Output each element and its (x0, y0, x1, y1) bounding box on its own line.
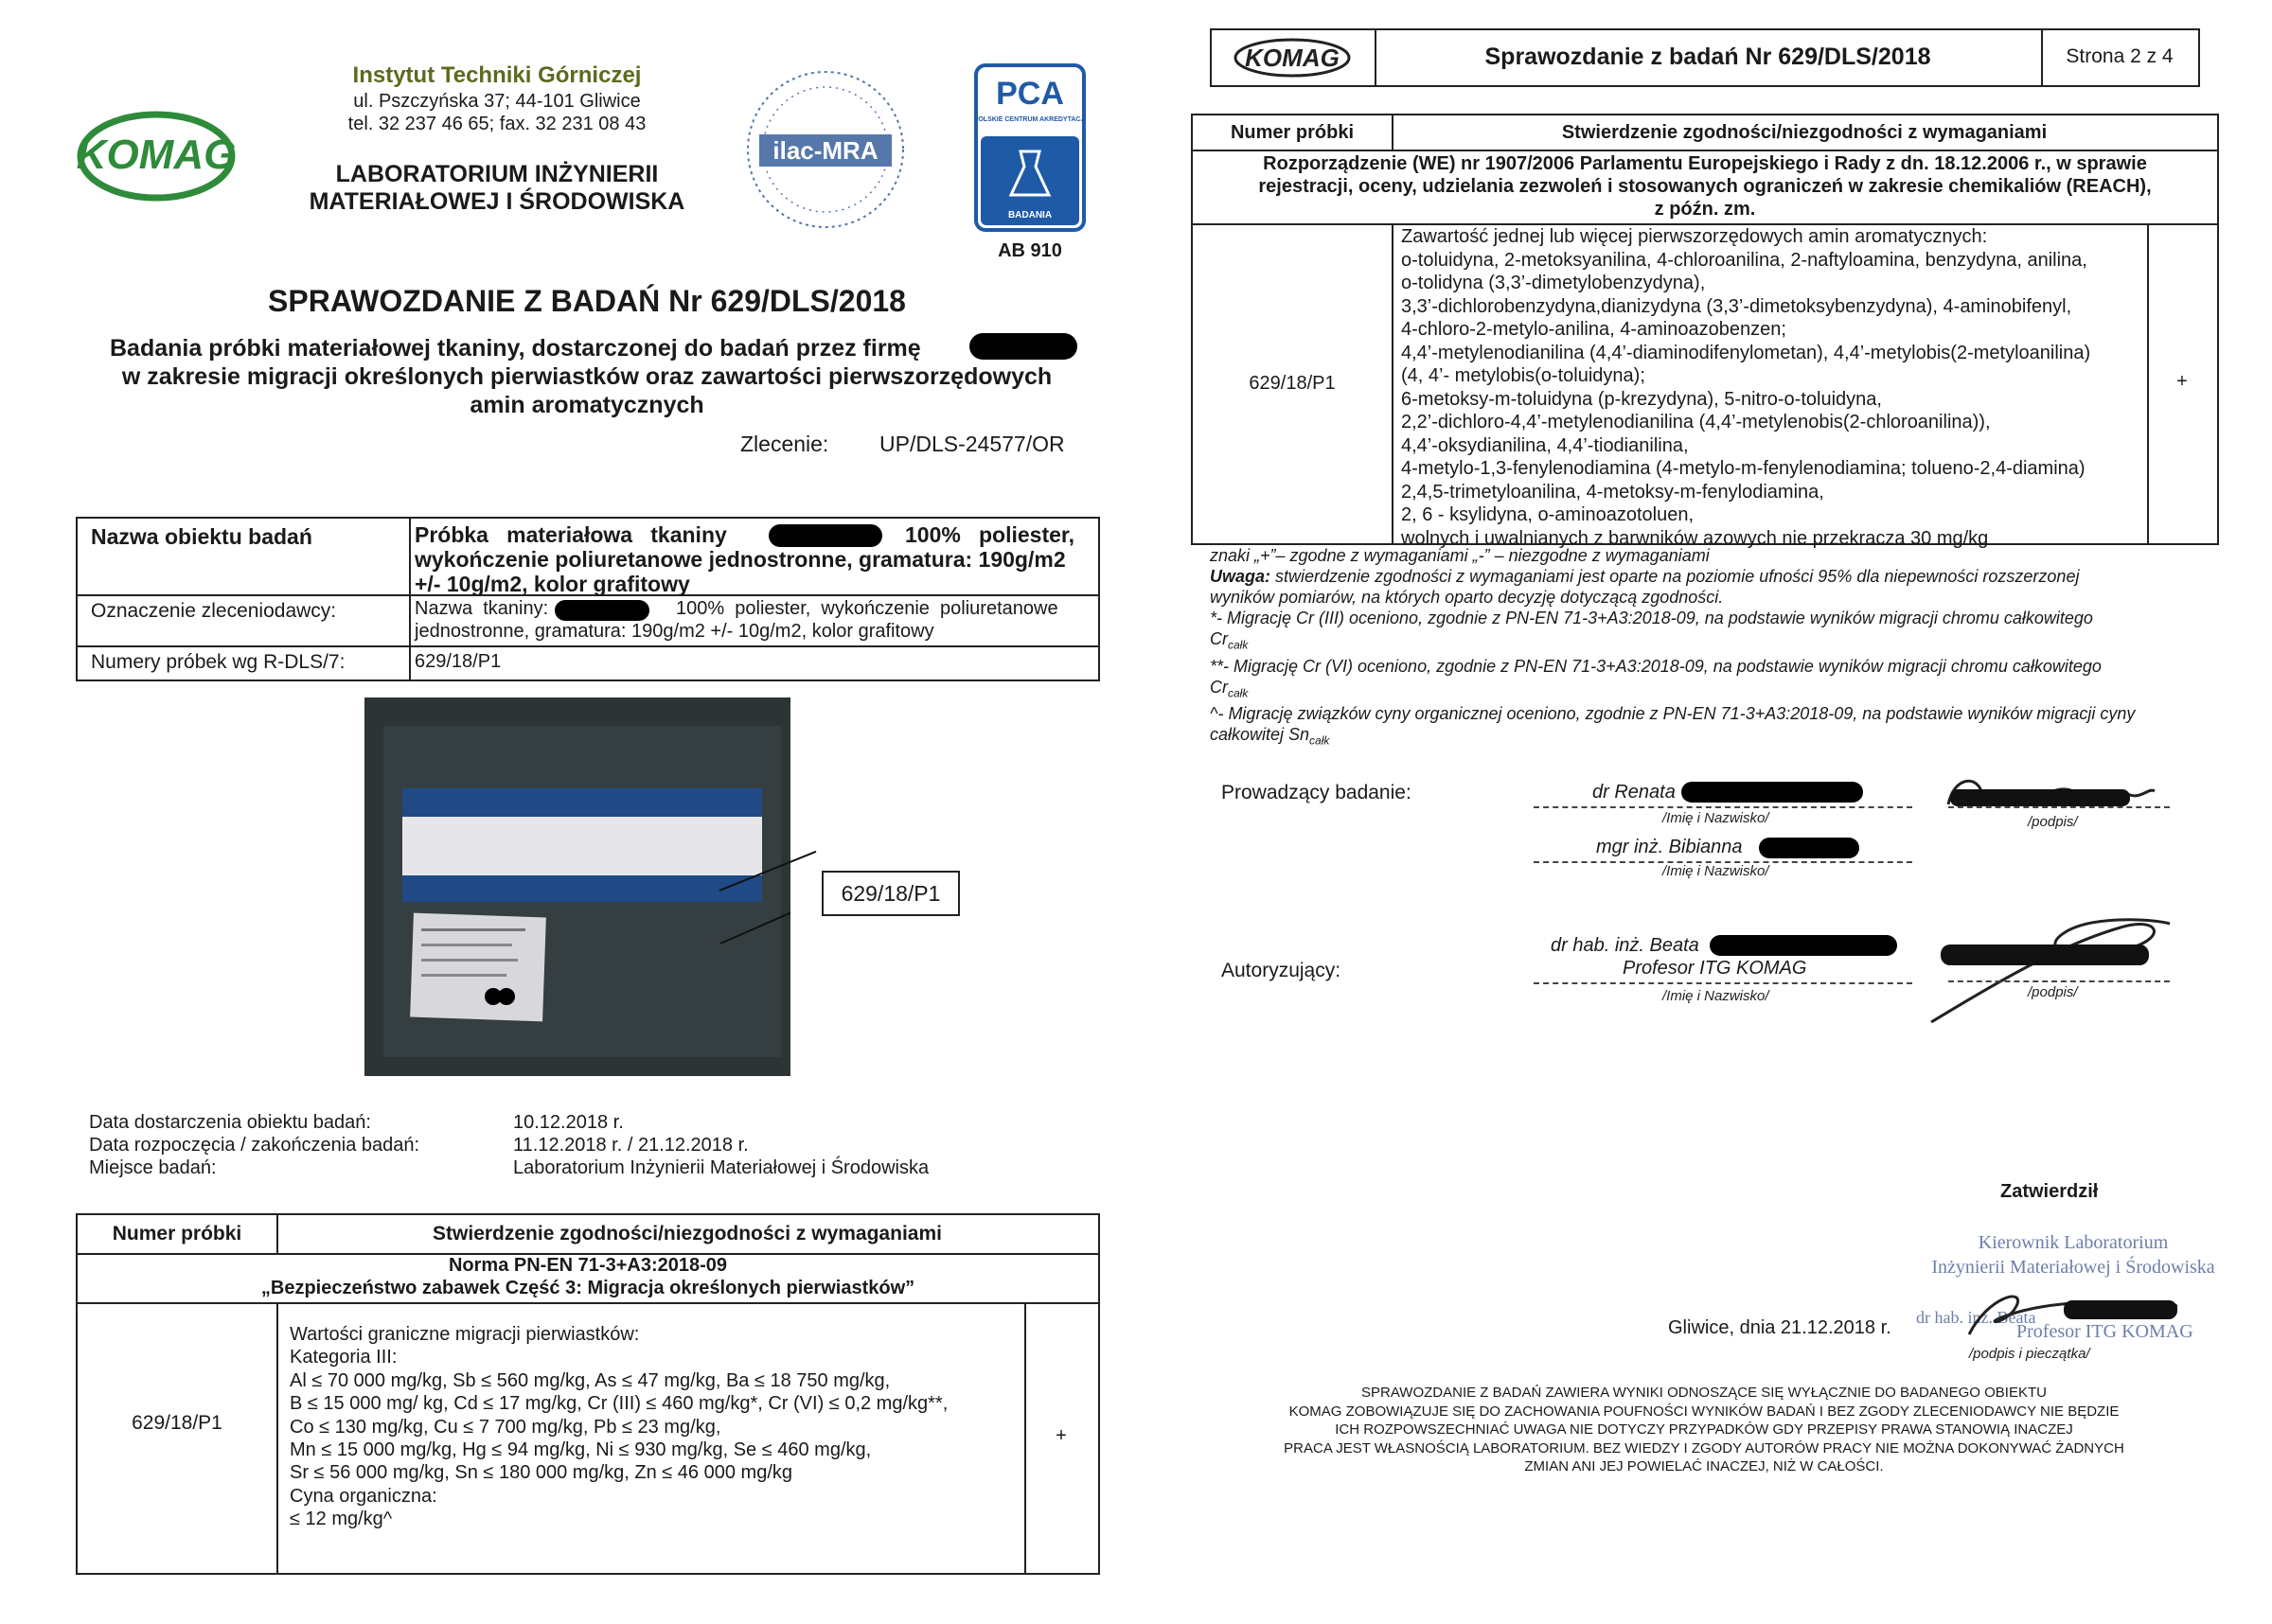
sample-numbers-label: Numery próbek wg R-DLS/7: (91, 651, 346, 673)
test-object-table (76, 517, 1100, 681)
note-cr6: **- Migrację Cr (VI) oceniono, zgodnie z PN-EN 71-3+A3:2018-09, na podstawie wyników migracji chromu całkowitego (1210, 656, 2102, 676)
client-designation-value-a: Nazwa tkaniny: (415, 598, 549, 619)
regulation-line2: rejestracji, oceny, udzielania zezwoleń i stosowanych ograniczeń w zakresie chemikaliów (REACH), (1258, 176, 2152, 197)
accreditation-number: AB 910 (998, 240, 1062, 261)
test-period-label: Data rozpoczęcia / zakończenia badań: (89, 1135, 420, 1156)
amine-line: 3,3’-dichlorobenzydyna,dianizydyna (3,3’-dimetoksybenzydyna), 4-aminobifenyl, (1401, 295, 2072, 317)
komag-header-logo (1231, 36, 1354, 79)
page-header-box (1210, 28, 2200, 87)
komag-header-logo-text: KOMAG (1245, 44, 1340, 72)
disclaimer-line: ICH ROZPOWSZECHNIAĆ UWAGA NIE DOTYCZY PRZYPADKÓW GDY PRZEPISY PRAWA STANOWIĄ INACZEJ (1335, 1421, 2073, 1438)
amine-line: Zawartość jednej lub więcej pierwszorzędowych amin aromatycznych: (1401, 226, 1988, 247)
uwaga-text-1: stwierdzenie zgodności z wymaganiami jest oparte na poziomie ufności 95% dla niepewności rozszerzonej (1270, 567, 2080, 586)
client-designation-value-b: 100% poliester, wykończenie poliuretanowe (676, 598, 1058, 619)
institute-phone: tel. 32 237 46 65; fax. 32 231 08 43 (347, 114, 647, 134)
redacted-person-1-surname (1681, 782, 1863, 803)
signature-caption-2: /podpis/ (2028, 984, 2078, 1000)
limits-line: Mn ≤ 15 000 mg/kg, Hg ≤ 94 mg/kg, Ni ≤ 930 mg/kg, Se ≤ 460 mg/kg, (290, 1439, 872, 1461)
signature-line-1 (1948, 806, 2170, 808)
limits-line: Cyna organiczna: (290, 1485, 437, 1507)
norm-subtitle: „Bezpieczeństwo zabawek Część 3: Migracja określonych pierwiastków” (260, 1278, 915, 1298)
report-title: SPRAWOZDANIE Z BADAŃ Nr 629/DLS/2018 (268, 284, 906, 318)
name-line-1 (1534, 806, 1912, 808)
limits-line: Wartości graniczne migracji pierwiastków: (290, 1324, 640, 1345)
limits-text (290, 1323, 1019, 1531)
redacted-fabric-name (769, 524, 882, 547)
reach-col-header-compliance: Stwierdzenie zgodności/niezgodności z wymaganiami (1561, 122, 2048, 143)
sample-number-cell: 629/18/P1 (132, 1412, 222, 1434)
client-designation-label: Oznaczenie zleceniodawcy: (91, 600, 337, 622)
limits-line: B ≤ 15 000 mg/ kg, Cd ≤ 17 mg/kg, Cr (III) ≤ 460 mg/kg*, Cr (VI) ≤ 0,2 mg/kg**, (290, 1393, 949, 1415)
disclaimer-line: KOMAG ZOBOWIĄZUJE SIĘ DO ZACHOWANIA POUFNOŚCI WYNIKÓW BADAŃ I BEZ ZGODY ZLECENIODAWCY NIE BĘDZIE (1288, 1403, 2120, 1420)
note-organotin: ^- Migrację związków cyny organicznej oceniono, zgodnie z PN-EN 71-3+A3:2018-09, na podstawie wyników migracji cyny (1210, 704, 2136, 724)
redacted-company-name (969, 333, 1077, 360)
pca-logo (973, 62, 1087, 233)
redacted-person-3-surname (1710, 935, 1897, 956)
lab-name-line2: MATERIAŁOWEJ I ŚRODOWISKA (309, 188, 685, 215)
conducting-person-1: dr Renata (1592, 782, 1676, 803)
amine-line: 2, 6 - ksylidyna, o-aminoazotoluen, (1401, 504, 1695, 525)
authorizing-person-title: Profesor ITG KOMAG (1623, 958, 1807, 979)
pca-subtitle: POLSKIE CENTRUM AKREDYTACJI (973, 116, 1087, 123)
ilac-mra-logo (740, 64, 911, 235)
page-number: Strona 2 z 4 (2066, 45, 2174, 67)
note-cr3: *- Migrację Cr (III) oceniono, zgodnie z PN-EN 71-3+A3:2018-09, na podstawie wyników migracji chromu całkowitego (1210, 609, 2093, 627)
disclaimer-line: ZMIAN ANI JEJ POWIELAĆ INACZEJ, NIŻ W CAŁOŚCI. (1524, 1458, 1884, 1474)
pca-badania: BADANIA (1007, 210, 1053, 221)
regulation-line1: Rozporządzenie (WE) nr 1907/2006 Parlamentu Europejskiego i Rady z dn. 18.12.2006 r., w sprawie (1263, 153, 2147, 174)
note-organotin-subscript: całk (1309, 733, 1330, 748)
uwaga-text-2: wyników pomiarów, na których oparto decyzję dotyczącą zgodności. (1210, 588, 1724, 607)
amine-line: 4-chloro-2-metylo-anilina, 4-aminoazobenzen; (1401, 319, 1786, 340)
col-header-compliance: Stwierdzenie zgodności/niezgodności z wymaganiami (433, 1223, 942, 1244)
note-cr3-subscript: całk (1228, 638, 1249, 652)
report-subtitle-line1: Badania próbki materiałowej tkaniny, dostarczonej do badań przez firmę (110, 335, 921, 362)
amine-line: 6-metoksy-m-toluidyna (p-krezydyna), 5-nitro-o-toluidyna, (1401, 388, 1882, 410)
signature-3 (1950, 1268, 2196, 1353)
limits-line: ≤ 12 mg/kg^ (290, 1509, 393, 1530)
order-number: UP/DLS-24577/OR (879, 432, 1065, 456)
stamp-line-2: Inżynierii Materiałowej i Środowiska (1931, 1257, 2215, 1278)
client-designation-value-line2: jednostronne, gramatura: 190g/m2 +/- 10g/m2, kolor grafitowy (415, 621, 934, 642)
amine-line: (4, 4’- metylobis(o-toluidyna); (1401, 365, 1645, 386)
order-label: Zlecenie: (740, 432, 829, 456)
page-header-title: Sprawozdanie z badań Nr 629/DLS/2018 (1484, 44, 1931, 70)
stamp-caption: /podpis i pieczątka/ (1969, 1346, 2090, 1362)
amine-line: 4,4’-metylenodianilina (4,4’-diaminodifenylometan), 4,4’-metylobis(2-metyloanilina) (1401, 342, 2091, 363)
amine-line: wolnych i uwalnianych z barwników azowych nie przekracza 30 mg/kg (1401, 527, 1989, 549)
disclaimer (1202, 1384, 2206, 1476)
redacted-person-2-surname (1759, 838, 1859, 858)
note-organotin-symbol: całkowitej Sn (1210, 725, 1310, 745)
delivery-date-value: 10.12.2018 r. (513, 1112, 624, 1133)
stamp-line-3: dr hab. inż. Beata (1916, 1308, 2036, 1327)
institute-name: Instytut Techniki Górniczej (352, 62, 642, 88)
results-table-reach (1191, 114, 2219, 549)
limits-line: Kategoria III: (290, 1347, 398, 1368)
disclaimer-line: PRACA JEST WŁASNOŚCIĄ LABORATORIUM. BEZ WIEDZY I ZGODY AUTORÓW PRACY NIE MOŻNA DOKONYWAĆ ŻADNYCH (1284, 1439, 2124, 1456)
ilac-mra-text: ilac-MRA (772, 136, 879, 165)
note-cr6-symbol: Cr (1210, 677, 1228, 697)
pca-text: PCA (996, 76, 1064, 112)
reach-result: + (2176, 371, 2188, 392)
regulation-line3: z późn. zm. (1654, 199, 1756, 220)
signature-caption-1: /podpis/ (2028, 814, 2078, 830)
report-subtitle-line3: amin aromatycznych (470, 392, 704, 418)
sample-numbers-value: 629/18/P1 (415, 651, 502, 672)
conducting-person-2: mgr inż. Bibianna (1596, 837, 1743, 857)
amine-line: o-toluidyna, 2-metoksyanilina, 4-chloroanilina, 2-naftyloamina, benzydyna, anilina, (1401, 249, 2087, 271)
stamp-line-1: Kierownik Laboratorium (1978, 1232, 2169, 1253)
object-name-value-b: 100% poliester, (905, 522, 1074, 547)
limits-line: Sr ≤ 56 000 mg/kg, Sn ≤ 180 000 mg/kg, Zn ≤ 46 000 mg/kg (290, 1462, 792, 1484)
note-cr6-subscript: całk (1228, 686, 1249, 700)
limits-line: Al ≤ 70 000 mg/kg, Sb ≤ 560 mg/kg, As ≤ 47 mg/kg, Ba ≤ 18 750 mg/kg, (290, 1369, 891, 1391)
limits-line: Co ≤ 130 mg/kg, Cu ≤ 7 700 mg/kg, Pb ≤ 23 mg/kg, (290, 1416, 721, 1438)
test-place-label: Miejsce badań: (89, 1157, 217, 1178)
institute-address: ul. Pszczyńska 37; 44-101 Gliwice (353, 91, 641, 112)
redacted-fabric-name-2 (555, 600, 649, 621)
conducting-label: Prowadzący badanie: (1221, 782, 1411, 803)
signs-legend: znaki „+”– zgodne z wymaganiami „-” – niezgodne z wymaganiami (1210, 546, 1710, 565)
test-period-value: 11.12.2018 r. / 21.12.2018 r. (513, 1135, 749, 1156)
report-subtitle-line2: w zakresie migracji określonych pierwiastków oraz zawartości pierwszorzędowych (121, 363, 1053, 390)
delivery-date-label: Data dostarczenia obiektu badań: (89, 1112, 371, 1133)
result-cell: + (1056, 1425, 1067, 1446)
authorizing-label: Autoryzujący: (1221, 960, 1341, 981)
signature-2 (1922, 890, 2177, 1032)
amine-line: 4-metylo-1,3-fenylenodiamina (4-metylo-m-fenylenodiamina; tolueno-2,4-diamina) (1401, 458, 2086, 479)
place-and-date: Gliwice, dnia 21.12.2018 r. (1668, 1317, 1891, 1338)
reach-col-header-sample: Numer próbki (1230, 122, 1355, 143)
komag-logo-text: KOMAG (76, 132, 237, 178)
komag-logo (76, 109, 237, 203)
object-name-label: Nazwa obiektu badań (91, 524, 312, 549)
norm-title: Norma PN-EN 71-3+A3:2018-09 (448, 1255, 728, 1276)
lab-name-line1: LABORATORIUM INŻYNIERII (335, 161, 659, 187)
object-name-value-line3: +/- 10g/m2, kolor grafitowy (415, 572, 690, 596)
object-name-value-line2: wykończenie poliuretanowe jednostronne, gramatura: 190g/m2 (415, 547, 1066, 572)
object-name-value-a: Próbka materiałowa tkaniny (415, 522, 727, 547)
amines-list (1401, 225, 2145, 550)
name-caption-3: /Imię i Nazwisko/ (1662, 988, 1769, 1004)
uwaga-label: Uwaga: (1210, 567, 1271, 586)
authorizing-person: dr hab. inż. Beata (1551, 935, 1699, 956)
amine-line: 4,4’-oksydianilina, 4,4’-tiodianilina, (1401, 434, 1689, 456)
photo-callout-label: 629/18/P1 (822, 871, 960, 916)
amine-line: o-tolidyna (3,3’-dimetylobenzydyna), (1401, 273, 1706, 293)
name-caption-1: /Imię i Nazwisko/ (1662, 810, 1769, 826)
amine-line: 2,2’-dichloro-4,4’-metylenodianilina (4,4’-metylenobis(2-chloroanilina)), (1401, 412, 1991, 432)
results-table-en71 (76, 1213, 1100, 1575)
disclaimer-line: SPRAWOZDANIE Z BADAŃ ZAWIERA WYNIKI ODNOSZĄCE SIĘ WYŁĄCZNIE DO BADANEGO OBIEKTU (1361, 1385, 2047, 1401)
note-cr3-symbol: Cr (1210, 629, 1228, 648)
stamp-line-4: Profesor ITG KOMAG (2016, 1321, 2193, 1342)
name-caption-2: /Imię i Nazwisko/ (1662, 863, 1769, 879)
notes-block (1210, 545, 2204, 751)
amine-line: 2,4,5-trimetyloanilina, 4-metoksy-m-fenylodiamina, (1401, 481, 1824, 503)
col-header-sample-number: Numer próbki (112, 1223, 242, 1244)
approved-label: Zatwierdził (2000, 1181, 2099, 1202)
reach-sample-number: 629/18/P1 (1249, 373, 1336, 394)
test-place-value: Laboratorium Inżynierii Materiałowej i Środowiska (513, 1157, 930, 1178)
name-line-3 (1534, 982, 1912, 984)
signature-line-2 (1948, 980, 2170, 982)
